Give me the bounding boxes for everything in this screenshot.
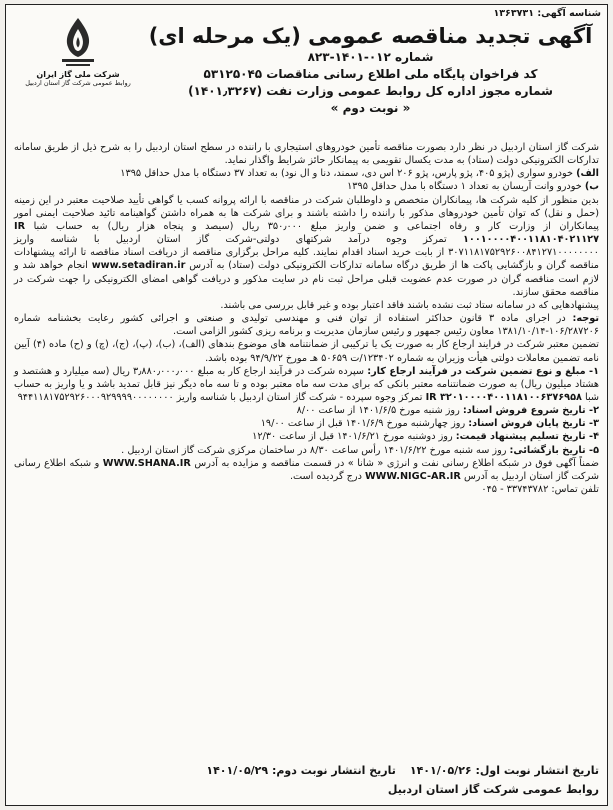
phone-number: ۳۳۷۴۳۷۸۲ - ۰۴۵: [481, 484, 549, 496]
closing-text-2: و شبکه اطلاع رسانی شرکت گاز استان اردبیل به آدرس: [14, 457, 599, 482]
tender-notice: [5, 4, 608, 806]
company-logo: [18, 15, 138, 88]
logo-company-name: شرکت ملی گاز ایران: [36, 70, 120, 79]
ad-id: شناسه آگهی: ۱۳۶۳۷۳۱: [493, 8, 601, 19]
notice-body: [14, 141, 599, 496]
attention-paragraph: [14, 312, 599, 338]
logo-subtitle: روابط عمومی شرکت گاز استان اردبیل: [25, 79, 131, 87]
item-4-text: روز دوشنبه مورخ ۱۴۰۱/۶/۲۱ قبل از ساعت ۱۲/۳۰: [252, 431, 453, 443]
closing-text-3: درج گردیده است.: [289, 470, 362, 482]
item-a-text: خودرو سواری (پژو ۴۰۵، پژو پارس، پژو ۲۰۶ اس دی، سمند، دنا و ال نود) به تعداد ۳۷ دستگاه با مدل حداقل ۱۳۹۵: [120, 168, 573, 180]
item-2-text: روز شنبه مورخ ۱۴۰۱/۶/۵ از ساعت ۸/۰۰: [296, 405, 460, 417]
item-5-label: ۵- تاریخ بازگشائی:: [509, 444, 599, 456]
item-a: [14, 167, 599, 180]
conditions-text-2: تمرکز وجوه درآمد شرکتهای دولتی-شرکت گاز استان اردبیل با شناسه واریز ۳۰۷۱۱۸۱۷۵۲۹۲۶۰۰۸۴۱۲۷۱۰۰۰۰۰۰۰۰ از بابت خرید اسناد اقدام نمایند. کلیه مراحل برگزاری مناقصه از دریافت اسناد مناقصه تا ارائه پیشنهادات مناقصه گران و بازگشایی پاکت ها از طریق درگاه سامانه تدارکات الکترونیکی دولت (ستاد) به آدرس: [14, 234, 599, 272]
attention-text: در اجرای ماده ۳ قانون حداکثر استفاده از توان فنی و مهندسی تولیدی و صنعتی و اجرائی کشور رعایت بخشنامه شماره ۱۰۶/۲۸۷۲۰۶-۱۳۸۱/۱۰/۱۴ معاون رئیس جمهور و رئیس سازمان مدیریت و برنامه ریزی کشور الزامی است.: [14, 313, 599, 338]
guarantee-paragraph: تضمین معتبر شرکت در فرایند ارجاع کار به صورت یک یا ترکیبی از ضمانتنامه های موضوع بندهای (الف)، (ب)، (پ)، (ج)، (چ) و (ح) ماده (۴) آیین نامه تضمین معاملات دولتی هیأت وزیران به شماره ۱۲۳۴۰۲/ت ۵۰۶۵۹ هـ مورخ ۹۴/۹/۲۲ بوده باشد.: [14, 339, 599, 364]
notice-header: [148, 23, 593, 117]
phone-label: تلفن تماس:: [551, 484, 599, 496]
item-b: [14, 180, 599, 193]
conditions-text-3: انجام خواهد شد و لازم است مناقصه گران در صورت عدم عضویت قبلی مراحل ثبت نام در سایت مذکور و دریافت گواهی امضای الکترونیکی را جهت شرکت در مناقصه محقق سازند.: [14, 260, 599, 298]
item-a-label: الف): [576, 168, 599, 180]
signature: روابط عمومی شرکت گاز استان اردبیل: [387, 783, 599, 796]
shana-link[interactable]: WWW.SHANA.IR: [102, 457, 191, 469]
publication-turn: « نوبت دوم »: [330, 101, 411, 115]
publication-dates: [14, 761, 599, 780]
permit-number: شماره مجوز اداره کل روابط عمومی وزارت نفت (۱۴۰۱٫۳۲۶۷): [188, 84, 553, 98]
iban-fee: IR ۱۰۰۱۰۰۰۰۴۰۰۱۱۸۱۰۴۰۲۱۱۲۷: [14, 220, 599, 246]
setad-link[interactable]: www.setadiran.ir: [91, 260, 186, 272]
item-1-text-1: سپرده شرکت در فرآیند ارجاع کار به مبلغ ۳٫۸۸۰٫۰۰۰٫۰۰۰ ریال (سه میلیارد و هشتصد و هشتاد میلیون ریال) به صورت ضمانتنامه معتبر بانکی که برای مدت سه ماه معتبر بوده و تا سه ماه دیگر نیز قابل تمدید باشد و یا واریز به حساب شبا: [14, 365, 599, 403]
item-5-text: روز سه شنبه مورخ ۱۴۰۱/۶/۲۲ رأس ساعت ۸/۳۰ در ساختمان مرکزی شرکت گاز استان اردبیل .: [121, 444, 507, 456]
item-3-label: ۳- تاریخ پایان فروش اسناد:: [468, 418, 599, 430]
closing-text-1: ضمناً آگهی فوق در شبکه اطلاع رسانی نفت و انرژی « شانا » در قسمت مناقصه و مزایده به آدرس: [194, 457, 599, 469]
iban-deposit: IR ۳۲۰۱۰۰۰۰۴۰۰۱۱۸۱۰۰۶۳۷۶۹۵۸: [425, 391, 582, 403]
unregistered-note: پیشنهادهایی که در سامانه ستاد ثبت نشده باشند فاقد اعتبار بوده و غیر قابل بررسی می باشند.: [220, 299, 599, 311]
item-2-label: ۲- تاریخ شروع فروش اسناد:: [462, 405, 599, 417]
item-4-label: ۴- تاریخ تسلیم پیشنهاد قیمت:: [455, 431, 599, 443]
closing-paragraph: [14, 457, 599, 483]
first-publication-date: تاریخ انتشار نوبت اول: ۱۴۰۱/۰۵/۲۶: [409, 764, 599, 777]
flame-emblem-icon: [56, 15, 100, 69]
second-publication-date: تاریخ انتشار نوبت دوم: ۱۴۰۱/۰۵/۲۹: [206, 764, 396, 777]
item-5: [14, 444, 599, 457]
item-b-label: ب): [584, 181, 599, 193]
schedule-list: [14, 365, 599, 457]
intro-paragraph: شرکت گاز استان اردبیل در نظر دارد بصورت مناقصه تأمین خودروهای استیجاری با راننده در سطح استان اردبیل را به شرح ذیل از طریق سامانه تدارکات الکترونیکی دولت (ستاد) به مدت یکسال تقویمی به پیمانکار حائز شرایط واگذار نماید.: [14, 142, 599, 167]
item-3: [14, 417, 599, 430]
attention-label: توجه:: [572, 313, 599, 325]
item-1-label: ۱- مبلغ و نوع تضمین شرکت در فرآیند ارجاع کار:: [367, 365, 599, 377]
notice-title: آگهی تجدید مناقصه عمومی (یک مرحله ای): [148, 24, 593, 48]
phone-line: [14, 483, 599, 496]
tender-number: شماره ۰۱۲-۱۴۰۱-۸۲۳: [307, 50, 434, 64]
call-code: کد فراخوان پایگاه ملی اطلاع رسانی مناقصات ۵۳۱۲۵۰۴۵: [203, 67, 538, 81]
item-1-text-2: تمرکز وجوه سپرده - شرکت گاز استان اردبیل با شناسه واریز ۹۴۴۱۱۸۱۷۵۲۹۲۶۰۰۰۹۲۹۹۹۹۰۰۰۰۰۰۰۰: [17, 391, 423, 403]
item-3-text: روز چهارشنبه مورخ ۱۴۰۱/۶/۹ قبل از ساعت ۱۹/۰۰: [260, 418, 466, 430]
item-1: [14, 365, 599, 404]
notice-footer: [14, 761, 599, 799]
conditions-paragraph: [14, 194, 599, 299]
item-b-text: خودرو وانت آریسان به تعداد ۱ دستگاه با مدل حداقل ۱۳۹۵: [347, 181, 582, 193]
nigc-link[interactable]: WWW.NIGC-AR.IR: [365, 470, 461, 482]
item-4: [14, 430, 599, 443]
conditions-text-1: بدین منظور از کلیه شرکت ها، پیمانکاران متخصص و داوطلبان شرکت در مناقصه با ارائه پروانه کسب یا گواهی تأیید صلاحیت معتبر در این زمینه (حمل و نقل) که توان تأمین خودروهای مذکور با راننده را داشته باشند و برای شرکت ها به همراه داشتن گواهینامه تائید صلاحیت ایمنی امور پیمانکاران از وزارت کار و رفاه اجتماعی و ضمن واریز مبلغ ۳۵۰٫۰۰۰ ریال (سیصد و پنجاه هزار ریال) به حساب شبا: [14, 194, 599, 232]
item-2: [14, 404, 599, 417]
